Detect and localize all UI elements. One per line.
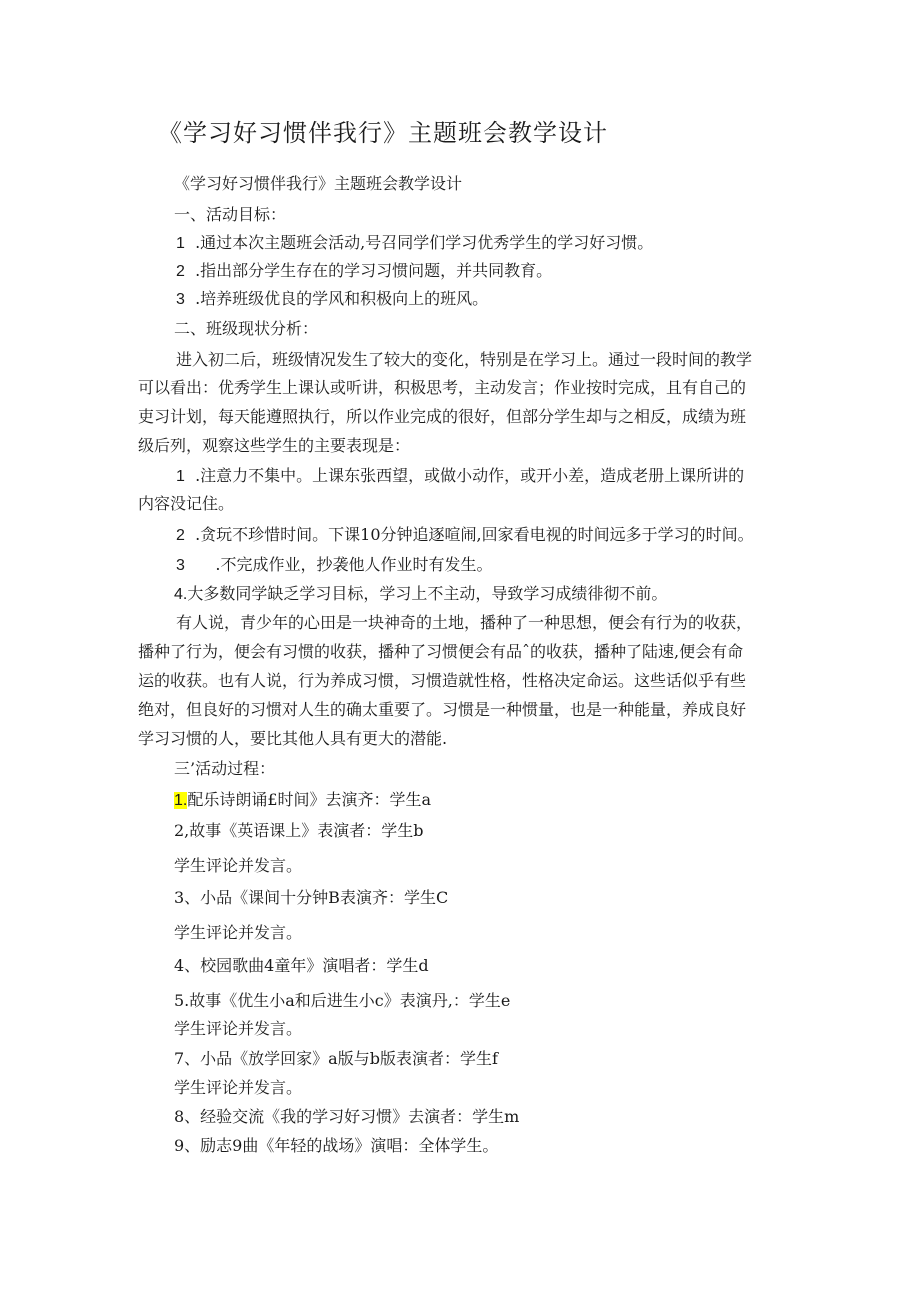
- item-number: 1: [176, 468, 185, 485]
- comment-line: 学生评论并发言。: [174, 1019, 303, 1038]
- activity-line-2: 2,故事《英语课上》表演者：学生b: [174, 821, 424, 840]
- section1-item-3: [176, 289, 488, 310]
- section1-heading: 一、活动目标：: [174, 205, 287, 224]
- activity-line-1: [174, 790, 431, 811]
- item-number: 1: [176, 235, 185, 252]
- activity-line-8: 8、经验交流《我的学习好习惯》去演者：学生m: [174, 1107, 520, 1126]
- activity-line-4: 4、校园歌曲4童年》演唱者：学生d: [174, 956, 429, 975]
- activity-line-9: 9、励志9曲《年轻的战场》演唱：全体学生。: [174, 1136, 499, 1155]
- para2-line: 有人说，青少年的心田是一块神奇的土地，播种了一种思想，便会有行为的收获，: [176, 613, 753, 632]
- comment-line: 学生评论并发言。: [174, 856, 303, 875]
- section2-item-3: [176, 555, 493, 576]
- item-text: .注意力不集中。上课东张西望，或做小动作，或开小差，造成老册上课所讲的: [195, 466, 745, 485]
- item-number: 2: [176, 527, 185, 544]
- item-text: .培养班级优良的学风和积极向上的班风。: [195, 289, 489, 308]
- section2-item-1: [176, 466, 744, 487]
- activity-line-7: 7、小品《放学回家》a版与b版表演者：学生f: [174, 1049, 498, 1068]
- item-text: .通过本次主题班会活动,号召同学们学习优秀学生的学习好习惯。: [195, 233, 654, 252]
- para-line: 级后列，观察这些学生的主要表现是：: [138, 436, 411, 455]
- activity-text: 配乐诗朗诵£时间》去演齐：学生a: [187, 790, 432, 809]
- section2-item-4: [174, 584, 667, 605]
- comment-line: 学生评论并发言。: [174, 923, 303, 942]
- comment-line: 学生评论并发言。: [174, 1078, 303, 1097]
- section2-item-1-cont: 内容没记住。: [138, 494, 235, 513]
- item-number: 4.: [174, 586, 188, 603]
- para2-line: 学习习惯的人，要比其他人具有更大的潜能.: [138, 729, 448, 748]
- section3-heading: 三’活动过程：: [174, 759, 276, 778]
- activity-line-5: 5.故事《优生小a和后进生小c》表演丹,：学生e: [174, 991, 511, 1010]
- section2-heading: 二、班级现状分析：: [174, 319, 319, 338]
- para-line: 吏习计划，每天能遵照执行，所以作业完成的很好，但部分学生却与之相反，成绩为班: [138, 407, 747, 426]
- item-number: 2: [176, 263, 185, 280]
- item-number: 3: [176, 291, 185, 308]
- page-title: 《学习好习惯伴我行》主题班会教学设计: [158, 119, 608, 147]
- para2-line: 播种了行为，便会有习惯的收获，播种了习惯便会有品ˆ的收获，播种了陆速,便会有命: [138, 642, 744, 661]
- para2-line: 绝对，但良好的习惯对人生的确太重要了。习惯是一种惯量，也是一种能量，养成良好: [138, 700, 747, 719]
- item-text: .贪玩不珍惜时间。下课10分钟追逐喧闹,回家看电视的时间远多于学习的时间。: [195, 525, 754, 544]
- highlighted-number: 1.: [174, 792, 188, 809]
- para2-line: 运的收获。也有人说，行为养成习惯，习惯造就性格，性格决定命运。这些话似乎有些: [138, 671, 747, 690]
- para-line: 可以看出：优秀学生上课认或听讲，积极思考，主动发言；作业按时完成，且有自己的: [138, 378, 747, 397]
- subtitle: 《学习好习惯伴我行》主题班会教学设计: [174, 174, 463, 193]
- section2-item-2: [176, 525, 754, 546]
- item-text: 大多数同学缺乏学习目标，学习上不主动，导致学习成绩徘彻不前。: [187, 584, 668, 603]
- item-text: .指出部分学生存在的学习习惯问题，并共同教育。: [195, 261, 553, 280]
- activity-line-3: 3、小品《课间十分钟B表演齐：学生C: [174, 888, 449, 907]
- section1-item-1: [176, 233, 653, 254]
- item-number: 3: [176, 557, 185, 574]
- para-line: 进入初二后，班级情况发生了较大的变化，特别是在学习上。通过一段时间的教学: [176, 350, 753, 369]
- section1-item-2: [176, 261, 552, 282]
- item-text: .不完成作业，抄袭他人作业时有发生。: [215, 555, 493, 574]
